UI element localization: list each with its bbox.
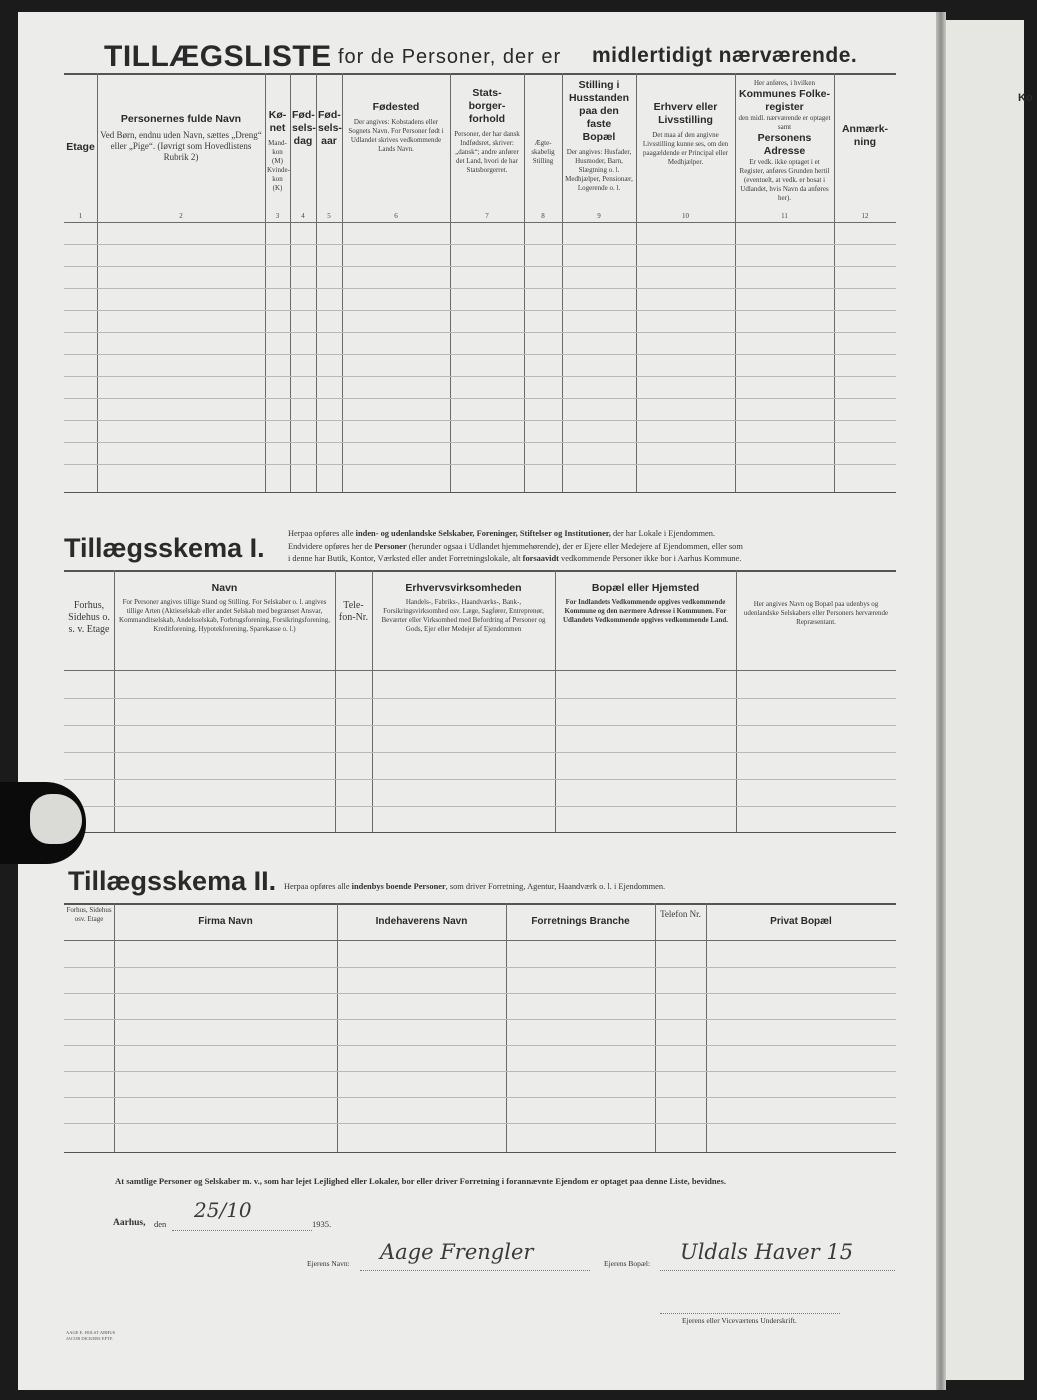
- s1-header-cell: [66, 141, 95, 154]
- s3-header-title: Forretnings Branche: [531, 916, 630, 927]
- s1-column-number: 3: [275, 212, 280, 220]
- s2-header-text: Tele-fon-Nr.: [338, 600, 369, 623]
- s1-row-rule: [64, 420, 896, 421]
- s2-column-divider: [372, 570, 373, 832]
- s3-header-title: Privat Bopæl: [770, 916, 832, 927]
- s2-column-divider: [736, 570, 737, 832]
- s1-header-text: Her anføres, i hvilken: [753, 79, 816, 87]
- s1-column-divider: [265, 73, 266, 492]
- s1-row-rule: [64, 244, 896, 245]
- date-label: den: [154, 1219, 167, 1229]
- s1-header-title: Anmærk- ning: [841, 123, 889, 148]
- s1-header-cell: [99, 113, 263, 163]
- s3-column-divider: [706, 903, 707, 1152]
- s3-header-cell: [708, 915, 894, 928]
- s1-header-text: Der angives: Kobstadens eller Sognets Navn. For Personer født i Udlandet skrives vedkommende Lands Navn.: [348, 118, 444, 153]
- tillaegsskema-2-description: [284, 881, 884, 894]
- s3-column-divider: [655, 903, 656, 1152]
- s2-bottom-border: [64, 832, 896, 833]
- owner-name-label: Ejerens Navn:: [307, 1259, 350, 1268]
- s1-header-title: Personernes fulde Navn: [120, 113, 242, 125]
- s1-header-title: Fød- sels- dag: [292, 109, 316, 147]
- s2-header-title: Bopæl eller Hjemsted: [591, 582, 700, 594]
- s2-header-cell: [739, 600, 893, 627]
- s2-header-cell: [117, 582, 332, 634]
- s1-row-rule: [64, 266, 896, 267]
- s3-header-title: Firma Navn: [198, 916, 253, 927]
- s3-column-divider: [337, 903, 338, 1152]
- s1-header-title: Personens Adresse: [757, 132, 812, 157]
- s2-row-rule: [64, 752, 896, 753]
- owner-address-label: Ejerens Bopæl:: [604, 1259, 651, 1268]
- s1-column-divider: [636, 73, 637, 492]
- s1-header-text: Personer, der har dansk Indfødsret, skriver: „dansk“; andre anfører det Land, hvori de har Statsborgerret.: [454, 130, 520, 174]
- s1-column-number: 7: [485, 212, 489, 220]
- s2-row-rule: [64, 725, 896, 726]
- s1-bottom-border: [64, 492, 896, 493]
- s1-column-number: 11: [781, 212, 788, 220]
- s1-header-cell: [564, 79, 634, 193]
- s3-column-divider: [506, 903, 507, 1152]
- s2-row-rule: [64, 806, 896, 807]
- s2-row-rule: [64, 779, 896, 780]
- s1-header-cell: [267, 109, 288, 193]
- city-label: Aarhus,: [113, 1218, 146, 1228]
- s1-header-cell: [526, 139, 560, 166]
- s1-column-divider: [342, 73, 343, 492]
- s2-header-cell: [67, 600, 111, 636]
- s2-header-text: Her angives Navn og Bopæl paa udenbys og udenlandske Selskabers eller Personers herværende Repræsentant.: [743, 600, 889, 626]
- s2-description-part: Endvidere opføres her de: [288, 541, 375, 551]
- s3-description-part: , som driver Forretning, Agentur, Haandværk o. l. i Ejendommen.: [445, 882, 666, 891]
- s1-header-text: Det maa af den angivne Livsstilling kunne ses, om den paagældende er Principal eller Medhjælper.: [642, 131, 729, 166]
- tillaegsskema-1-title: Tillægsskema I.: [64, 533, 265, 563]
- s1-header-title: Kommunes Folke- register: [738, 88, 830, 113]
- s1-header-cell: [344, 101, 448, 154]
- s2-column-divider: [114, 570, 115, 832]
- s1-row-rule: [64, 310, 896, 311]
- s2-header-bottom-line: [64, 670, 896, 671]
- s1-header-cell: [638, 101, 733, 167]
- s2-header-cell: [375, 582, 552, 634]
- s3-row-rule: [64, 1097, 896, 1098]
- s1-header-bottom-line: [64, 222, 896, 223]
- tillaegsskema-1-description: [288, 528, 898, 566]
- s1-header-text: Ved Børn, endnu uden Navn, sættes „Dreng“ eller „Pige“. (Iøvrigt som Hovedlistens Rubrik 2): [100, 130, 262, 162]
- s1-header-title: Erhverv eller Livsstilling: [653, 101, 718, 126]
- thumbnail-shape: [30, 794, 82, 844]
- s3-header-cell: [508, 915, 653, 928]
- thumb-holding-page: [0, 782, 86, 864]
- s2-header-cell: [338, 600, 369, 624]
- s3-description-part: Herpaa opføres alle: [284, 882, 352, 891]
- s1-column-divider: [735, 73, 736, 492]
- s1-header-title: Fød- sels- aar: [318, 109, 342, 147]
- s1-header-title: Kø- net: [268, 109, 287, 134]
- owner-name-line: [360, 1270, 590, 1271]
- s1-column-divider: [834, 73, 835, 492]
- s2-description-part: vedkommende Personer ikke bor i Aarhus Kommune.: [558, 554, 742, 563]
- s1-row-rule: [64, 376, 896, 377]
- s3-row-rule: [64, 993, 896, 994]
- s1-column-number: 1: [78, 212, 83, 220]
- s3-header-cell: [116, 915, 335, 928]
- s1-header-text: Ægte-skabelig Stilling: [531, 139, 555, 165]
- date-line: [172, 1230, 312, 1231]
- handwritten-date: 25/10: [194, 1198, 252, 1222]
- s3-header-text: Forhus, Sidehus osv. Etage: [66, 906, 112, 923]
- s3-header-title: Indehaverens Navn: [375, 916, 468, 927]
- s1-header-etage: Etage: [66, 141, 95, 153]
- s1-column-number: 6: [394, 212, 398, 220]
- s2-description-line: [288, 528, 898, 541]
- handwritten-owner-address: Uldals Haver 15: [680, 1240, 854, 1264]
- s3-row-rule: [64, 1123, 896, 1124]
- s2-description-part: forsaavidt: [522, 554, 559, 563]
- s1-row-rule: [64, 288, 896, 289]
- s3-description-part: indenbys boende Personer: [351, 882, 446, 891]
- s1-column-divider: [316, 73, 317, 492]
- s2-column-divider: [555, 570, 556, 832]
- owner-address-line: [660, 1270, 895, 1271]
- s2-header-text: Forhus, Sidehus o. s. v. Etage: [68, 600, 110, 635]
- next-page-fragment: Ko: [1018, 92, 1033, 104]
- s1-row-rule: [64, 442, 896, 443]
- s2-description-part: i denne har Butik, Kontor, Værksted eller andet Forretningslokale, alt: [288, 554, 523, 563]
- s3-row-rule: [64, 1071, 896, 1072]
- s1-column-number: 10: [682, 212, 689, 220]
- printer-imprint: AAGE E. HOLST ARHUS JACOB DICKERS EFTF.: [66, 1330, 116, 1341]
- s1-column-number: 12: [861, 212, 869, 220]
- s2-header-text: For Indlandets Vedkommende opgives vedkommende Kommune og den nærmere Adresse i Kommunen. For Udlandets Vedkommende opgives vedkommende Land.: [562, 598, 729, 624]
- s2-header-cell: [558, 582, 733, 625]
- title-middle: for de Personer, der er: [338, 46, 562, 68]
- s1-column-number: 9: [597, 212, 601, 220]
- s1-column-number: 2: [179, 212, 183, 220]
- s3-header-bottom-line: [64, 940, 896, 941]
- tillaegsskema-2-title: Tillægsskema II.: [68, 866, 277, 896]
- s1-column-divider: [450, 73, 451, 492]
- s2-header-text: Handels-, Fabriks-, Haandværks-, Bank-, Forsikringsvirksomhed osv. Læge, Sagfører, Entreprenør, Beværter eller Virksomhed med Befordring af Personer og Gods, Ejer eller Medejer af Ejendommen: [381, 598, 546, 633]
- s1-header-text: Der angives: Husfader, Husmoder, Barn, Slægtning o. l. Medhjælper, Pensionær, Logerende o. l.: [565, 148, 633, 192]
- s1-column-number: 8: [541, 212, 545, 220]
- s3-top-border: [64, 903, 896, 905]
- s1-header-text: den midl. nærværende er optaget samt: [738, 114, 831, 131]
- s1-header-title: Fødested: [372, 101, 420, 113]
- s1-header-title: Stilling i Husstanden paa den faste Bopæl: [568, 79, 630, 143]
- signature-caption: Ejerens eller Viceværtens Underskrift.: [682, 1316, 797, 1325]
- s3-row-rule: [64, 1019, 896, 1020]
- s1-column-number: 5: [327, 212, 331, 220]
- s1-header-cell: [292, 109, 314, 148]
- s2-description-part: der har Lokale i Ejendommen.: [610, 529, 716, 538]
- s2-description-part: (herunder ogsaa i Udlandet hjemmehørende), der er Ejere eller Medejere af Ejendommen, eller som: [406, 541, 743, 551]
- s1-header-cell: [836, 123, 894, 149]
- s3-bottom-border: [64, 1152, 896, 1153]
- s3-header-cell: [657, 909, 704, 920]
- year-label: 1935.: [312, 1219, 332, 1229]
- s3-header-text: Telefon Nr.: [660, 909, 701, 919]
- s1-row-rule: [64, 464, 896, 465]
- signature-line: [660, 1313, 840, 1314]
- s2-row-rule: [64, 698, 896, 699]
- s3-header-cell: [66, 906, 112, 924]
- s1-header-text: Er vedk. ikke optaget i et Register, anføres Grunden hertil (eventuelt, at vedk. er bosat i Udlandet, hvis Navn da anføres her).: [739, 158, 830, 202]
- s1-header-text: Mand-kon (M) Kvinde-kon (K): [267, 139, 290, 192]
- s2-top-border: [64, 570, 896, 572]
- s1-column-divider: [562, 73, 563, 492]
- handwritten-owner-name: Aage Frengler: [380, 1240, 534, 1264]
- s3-header-cell: [339, 915, 504, 928]
- s1-column-number: 4: [301, 212, 305, 220]
- s1-row-rule: [64, 398, 896, 399]
- s2-description-part: inden- og udenlandske Selskaber, Foreninger, Stiftelser og Institutioner,: [355, 529, 611, 538]
- s1-row-rule: [64, 354, 896, 355]
- s3-column-divider: [114, 903, 115, 1152]
- certification-statement: At samtlige Personer og Selskaber m. v., som har lejet Lejlighed eller Lokaler, bor eller driver Forretning i forannævnte Ejendom er optaget paa denne Liste, bevidnes.: [115, 1176, 726, 1186]
- s3-row-rule: [64, 1045, 896, 1046]
- s1-column-divider: [524, 73, 525, 492]
- s2-header-text: For Personer angives tillige Stand og Stilling. For Selskaber o. l. angives tillige Arten (Aktieselskab eller andet Selskab med begrænset Ansvar, Kommanditselskab, Andelsselskab, Forbrugsforening, Forsikringsforening, Kreditforening, Hypotekforening, Sparekasse o. l.): [119, 598, 330, 633]
- s2-column-divider: [335, 570, 336, 832]
- s1-header-cell: [318, 109, 340, 148]
- title-emph: midlertidigt nærværende.: [592, 44, 858, 67]
- s2-description-part: Personer: [374, 541, 407, 551]
- s2-header-title: Erhvervsvirksomheden: [405, 582, 522, 594]
- s2-description-part: Herpaa opføres alle: [288, 529, 356, 538]
- s1-header-cell: [737, 79, 832, 203]
- s1-column-divider: [97, 73, 98, 492]
- s1-header-cell: [452, 87, 522, 175]
- s2-description-line: [288, 541, 898, 554]
- s3-row-rule: [64, 967, 896, 968]
- page-fold: [936, 12, 946, 1390]
- s2-header-title: Navn: [211, 582, 238, 594]
- s1-top-border: [64, 73, 896, 75]
- s1-row-rule: [64, 332, 896, 333]
- s2-description-line: [288, 553, 898, 566]
- s1-header-title: Stats- borger- forhold: [468, 87, 506, 125]
- next-page-edge: [946, 20, 1033, 1380]
- s1-column-divider: [290, 73, 291, 492]
- title-main: TILLÆGSLISTE: [104, 40, 332, 73]
